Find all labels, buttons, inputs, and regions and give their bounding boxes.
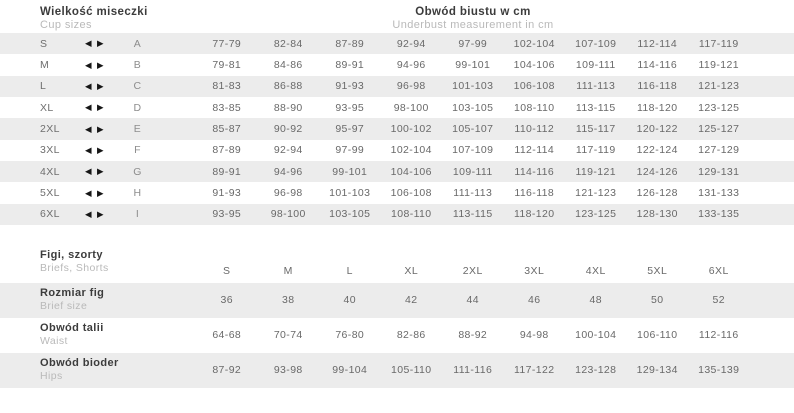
bust-range-cell: 107-109: [575, 37, 617, 50]
bust-range-cell: 82-84: [273, 37, 303, 50]
cup-row-size-label: 2XL: [40, 122, 60, 135]
bust-range-cell: 106-108: [390, 186, 432, 199]
cup-letter: A: [133, 37, 142, 50]
briefs-row-label-en: Waist: [40, 335, 68, 348]
briefs-value-cell: 82-86: [396, 329, 426, 342]
bust-range-cell: 121-123: [575, 186, 617, 199]
briefs-row-label-pl: Obwód talii: [40, 321, 104, 334]
bust-range-cell: 96-98: [273, 186, 303, 199]
briefs-row: [0, 318, 794, 353]
briefs-value-cell: 93-98: [273, 364, 303, 377]
cup-letter: B: [133, 58, 142, 71]
bust-range-cell: 104-106: [513, 58, 555, 71]
stepper-left-arrow-icon[interactable]: ◀: [85, 59, 92, 70]
cup-row-size-label: 3XL: [40, 144, 60, 157]
briefs-value-cell: 135-139: [698, 364, 740, 377]
stepper-right-arrow-icon[interactable]: ▶: [96, 123, 104, 134]
stepper-right-arrow-icon[interactable]: ▶: [96, 38, 104, 49]
cup-letter: G: [133, 165, 142, 178]
bust-range-cell: 105-107: [452, 122, 494, 135]
cup-size-row: [0, 161, 794, 182]
stepper-left-arrow-icon[interactable]: ◀: [85, 166, 92, 177]
bust-range-cell: 108-110: [390, 208, 432, 221]
bust-range-cell: 124-126: [636, 165, 678, 178]
cup-size-row: [0, 33, 794, 54]
bust-range-cell: 97-99: [335, 144, 365, 157]
bust-range-cell: 88-90: [273, 101, 303, 114]
size-stepper: [85, 146, 115, 155]
bust-range-cell: 131-133: [698, 186, 740, 199]
bust-range-cell: 101-103: [452, 80, 494, 93]
bust-range-cell: 83-85: [212, 101, 242, 114]
bust-range-cell: 123-125: [575, 208, 617, 221]
cup-size-table: [0, 33, 794, 225]
bust-range-cell: 91-93: [335, 80, 365, 93]
brief-size-column-header: S: [223, 264, 231, 277]
bust-range-cell: 81-83: [212, 80, 242, 93]
bust-range-cell: 129-131: [698, 165, 740, 178]
bust-range-cell: 91-93: [212, 186, 242, 199]
briefs-row: [0, 353, 794, 388]
briefs-value-cell: 112-116: [698, 329, 739, 342]
stepper-left-arrow-icon[interactable]: ◀: [85, 102, 92, 113]
bust-range-cell: 92-94: [273, 144, 303, 157]
briefs-row-label-en: Brief size: [40, 300, 88, 313]
bust-range-cell: 113-115: [575, 101, 616, 114]
bust-range-cell: 85-87: [212, 122, 242, 135]
brief-size-column-header: XL: [404, 264, 419, 277]
briefs-value-cell: 106-110: [636, 329, 678, 342]
brief-size-column-header: 2XL: [462, 264, 483, 277]
bust-range-cell: 97-99: [458, 37, 488, 50]
briefs-value-cell: 44: [466, 294, 479, 307]
bust-range-cell: 79-81: [212, 58, 242, 71]
cup-row-size-label: 4XL: [40, 165, 60, 178]
brief-sizes-header-row: [0, 259, 794, 283]
bust-range-cell: 99-101: [332, 165, 368, 178]
cup-row-size-label: 6XL: [40, 208, 60, 221]
cup-letter: F: [134, 144, 141, 157]
bust-range-cell: 127-129: [698, 144, 740, 157]
size-stepper: [85, 39, 115, 48]
bust-range-cell: 95-97: [335, 122, 365, 135]
briefs-row-label-en: Hips: [40, 370, 63, 383]
bust-range-cell: 103-105: [452, 101, 494, 114]
bust-range-cell: 110-112: [514, 122, 555, 135]
bust-range-cell: 94-96: [396, 58, 426, 71]
bust-range-cell: 113-115: [452, 208, 493, 221]
size-stepper: [85, 189, 115, 198]
cup-row-size-label: S: [40, 37, 48, 50]
bust-range-cell: 116-118: [514, 186, 555, 199]
bust-range-cell: 109-111: [452, 165, 493, 178]
brief-size-column-header: L: [346, 264, 353, 277]
briefs-value-cell: 52: [712, 294, 725, 307]
briefs-value-cell: 38: [282, 294, 295, 307]
briefs-value-cell: 111-116: [453, 364, 493, 377]
briefs-row-label-pl: Rozmiar fig: [40, 286, 105, 299]
bust-range-cell: 125-127: [698, 122, 740, 135]
bust-range-cell: 112-114: [637, 37, 678, 50]
cup-letter: I: [135, 208, 140, 221]
bust-range-cell: 103-105: [329, 208, 371, 221]
cup-size-row: [0, 140, 794, 161]
bust-range-cell: 123-125: [698, 101, 740, 114]
bust-range-cell: 93-95: [335, 101, 365, 114]
bust-range-cell: 121-123: [698, 80, 740, 93]
stepper-right-arrow-icon[interactable]: ▶: [96, 145, 104, 156]
briefs-value-cell: 105-110: [390, 364, 432, 377]
briefs-title-pl: Figi, szorty: [40, 248, 103, 261]
bust-range-cell: 122-124: [636, 144, 678, 157]
cup-letter: C: [133, 80, 142, 93]
bust-range-cell: 107-109: [452, 144, 494, 157]
cup-size-row: [0, 76, 794, 97]
briefs-title-en: Briefs, Shorts: [40, 261, 109, 274]
bust-range-cell: 119-121: [698, 58, 740, 71]
stepper-right-arrow-icon[interactable]: ▶: [96, 209, 104, 220]
bust-range-cell: 116-118: [637, 80, 678, 93]
stepper-left-arrow-icon[interactable]: ◀: [85, 123, 92, 134]
stepper-right-arrow-icon[interactable]: ▶: [96, 187, 104, 198]
briefs-row: [0, 283, 794, 318]
stepper-left-arrow-icon[interactable]: ◀: [85, 145, 92, 156]
bust-range-cell: 87-89: [212, 144, 242, 157]
briefs-value-cell: 129-134: [636, 364, 678, 377]
bust-measurement-title-en: Underbust measurement in cm: [392, 19, 554, 31]
brief-size-column-header: 5XL: [647, 264, 668, 277]
briefs-value-cell: 88-92: [458, 329, 488, 342]
cup-letter: E: [133, 122, 142, 135]
size-stepper: [85, 210, 115, 219]
bust-range-cell: 117-119: [698, 37, 739, 50]
brief-size-column-header: M: [283, 264, 293, 277]
bust-range-cell: 87-89: [335, 37, 365, 50]
bust-range-cell: 114-116: [514, 165, 555, 178]
bust-range-cell: 119-121: [575, 165, 617, 178]
briefs-value-cell: 100-104: [575, 329, 617, 342]
stepper-left-arrow-icon[interactable]: ◀: [85, 209, 92, 220]
cup-letter: D: [133, 101, 142, 114]
bust-range-cell: 109-111: [575, 58, 616, 71]
stepper-right-arrow-icon[interactable]: ▶: [96, 102, 104, 113]
briefs-value-cell: 64-68: [212, 329, 242, 342]
bust-range-cell: 96-98: [396, 80, 426, 93]
briefs-row-label-block: [0, 322, 196, 349]
briefs-row-label-block: [0, 357, 196, 384]
bust-range-cell: 89-91: [212, 165, 242, 178]
cup-table-header: [0, 0, 794, 33]
briefs-value-cell: 99-104: [332, 364, 368, 377]
bust-range-cell: 100-102: [390, 122, 432, 135]
briefs-value-cell: 42: [405, 294, 418, 307]
stepper-right-arrow-icon[interactable]: ▶: [96, 81, 104, 92]
cup-row-size-label: M: [40, 58, 50, 71]
cup-letter: H: [133, 186, 142, 199]
briefs-table: [0, 283, 794, 388]
bust-range-cell: 99-101: [455, 58, 491, 71]
bust-range-cell: 120-122: [636, 122, 678, 135]
cup-row-size-label: XL: [40, 101, 54, 114]
bust-range-cell: 111-113: [576, 80, 616, 93]
cup-row-size-label: L: [40, 80, 47, 93]
size-stepper: [85, 167, 115, 176]
cup-size-row: [0, 97, 794, 118]
brief-size-column-header: 6XL: [708, 264, 729, 277]
bust-range-cell: 112-114: [514, 144, 555, 157]
bust-range-cell: 102-104: [390, 144, 432, 157]
briefs-value-cell: 94-98: [519, 329, 549, 342]
brief-size-column-header: 3XL: [524, 264, 545, 277]
cup-sizes-title-block: [40, 6, 148, 32]
stepper-left-arrow-icon[interactable]: ◀: [85, 81, 92, 92]
cup-size-row: [0, 54, 794, 75]
stepper-left-arrow-icon[interactable]: ◀: [85, 38, 92, 49]
bust-range-cell: 86-88: [273, 80, 303, 93]
bust-range-cell: 93-95: [212, 208, 242, 221]
bust-range-cell: 92-94: [396, 37, 426, 50]
cup-row-size-label: 5XL: [40, 186, 60, 199]
bust-range-cell: 111-113: [453, 186, 493, 199]
cup-size-row: [0, 204, 794, 225]
briefs-value-cell: 46: [528, 294, 541, 307]
size-stepper: [85, 103, 115, 112]
bust-range-cell: 118-120: [636, 101, 678, 114]
bust-range-cell: 77-79: [212, 37, 242, 50]
briefs-section-header: [0, 225, 794, 283]
bust-range-cell: 117-119: [575, 144, 616, 157]
briefs-value-cell: 70-74: [273, 329, 303, 342]
size-stepper: [85, 82, 115, 91]
bust-measurement-title-pl: Obwód biustu w cm: [415, 6, 531, 18]
briefs-value-cell: 117-122: [513, 364, 555, 377]
cup-sizes-title-en: Cup sizes: [40, 19, 92, 31]
bust-range-cell: 108-110: [513, 101, 555, 114]
cup-sizes-title-pl: Wielkość miseczki: [40, 6, 148, 18]
size-stepper: [85, 61, 115, 70]
stepper-right-arrow-icon[interactable]: ▶: [96, 59, 104, 70]
bust-range-cell: 128-130: [636, 208, 678, 221]
bust-range-cell: 114-116: [637, 58, 678, 71]
bust-range-cell: 126-128: [636, 186, 678, 199]
bust-range-cell: 89-91: [335, 58, 365, 71]
size-stepper: [85, 125, 115, 134]
briefs-value-cell: 123-128: [575, 364, 617, 377]
bust-range-cell: 133-135: [698, 208, 740, 221]
bust-range-cell: 98-100: [393, 101, 429, 114]
bust-range-cell: 118-120: [513, 208, 555, 221]
stepper-right-arrow-icon[interactable]: ▶: [96, 166, 104, 177]
bust-range-cell: 115-117: [575, 122, 616, 135]
briefs-value-cell: 50: [651, 294, 664, 307]
briefs-value-cell: 40: [343, 294, 356, 307]
bust-range-cell: 90-92: [273, 122, 303, 135]
bust-range-cell: 98-100: [270, 208, 306, 221]
briefs-row-label-pl: Obwód bioder: [40, 356, 119, 369]
bust-range-cell: 101-103: [329, 186, 371, 199]
bust-range-cell: 106-108: [513, 80, 555, 93]
cup-size-row: [0, 118, 794, 139]
bust-range-cell: 104-106: [390, 165, 432, 178]
brief-size-column-header: 4XL: [585, 264, 606, 277]
stepper-left-arrow-icon[interactable]: ◀: [85, 187, 92, 198]
briefs-value-cell: 76-80: [335, 329, 365, 342]
cup-size-row: [0, 182, 794, 203]
bust-range-cell: 94-96: [273, 165, 303, 178]
briefs-value-cell: 87-92: [212, 364, 242, 377]
bust-range-cell: 102-104: [513, 37, 555, 50]
briefs-value-cell: 36: [220, 294, 233, 307]
briefs-value-cell: 48: [589, 294, 602, 307]
briefs-row-label-block: [0, 287, 196, 314]
bust-range-cell: 84-86: [273, 58, 303, 71]
bust-measurement-header: [196, 6, 750, 32]
